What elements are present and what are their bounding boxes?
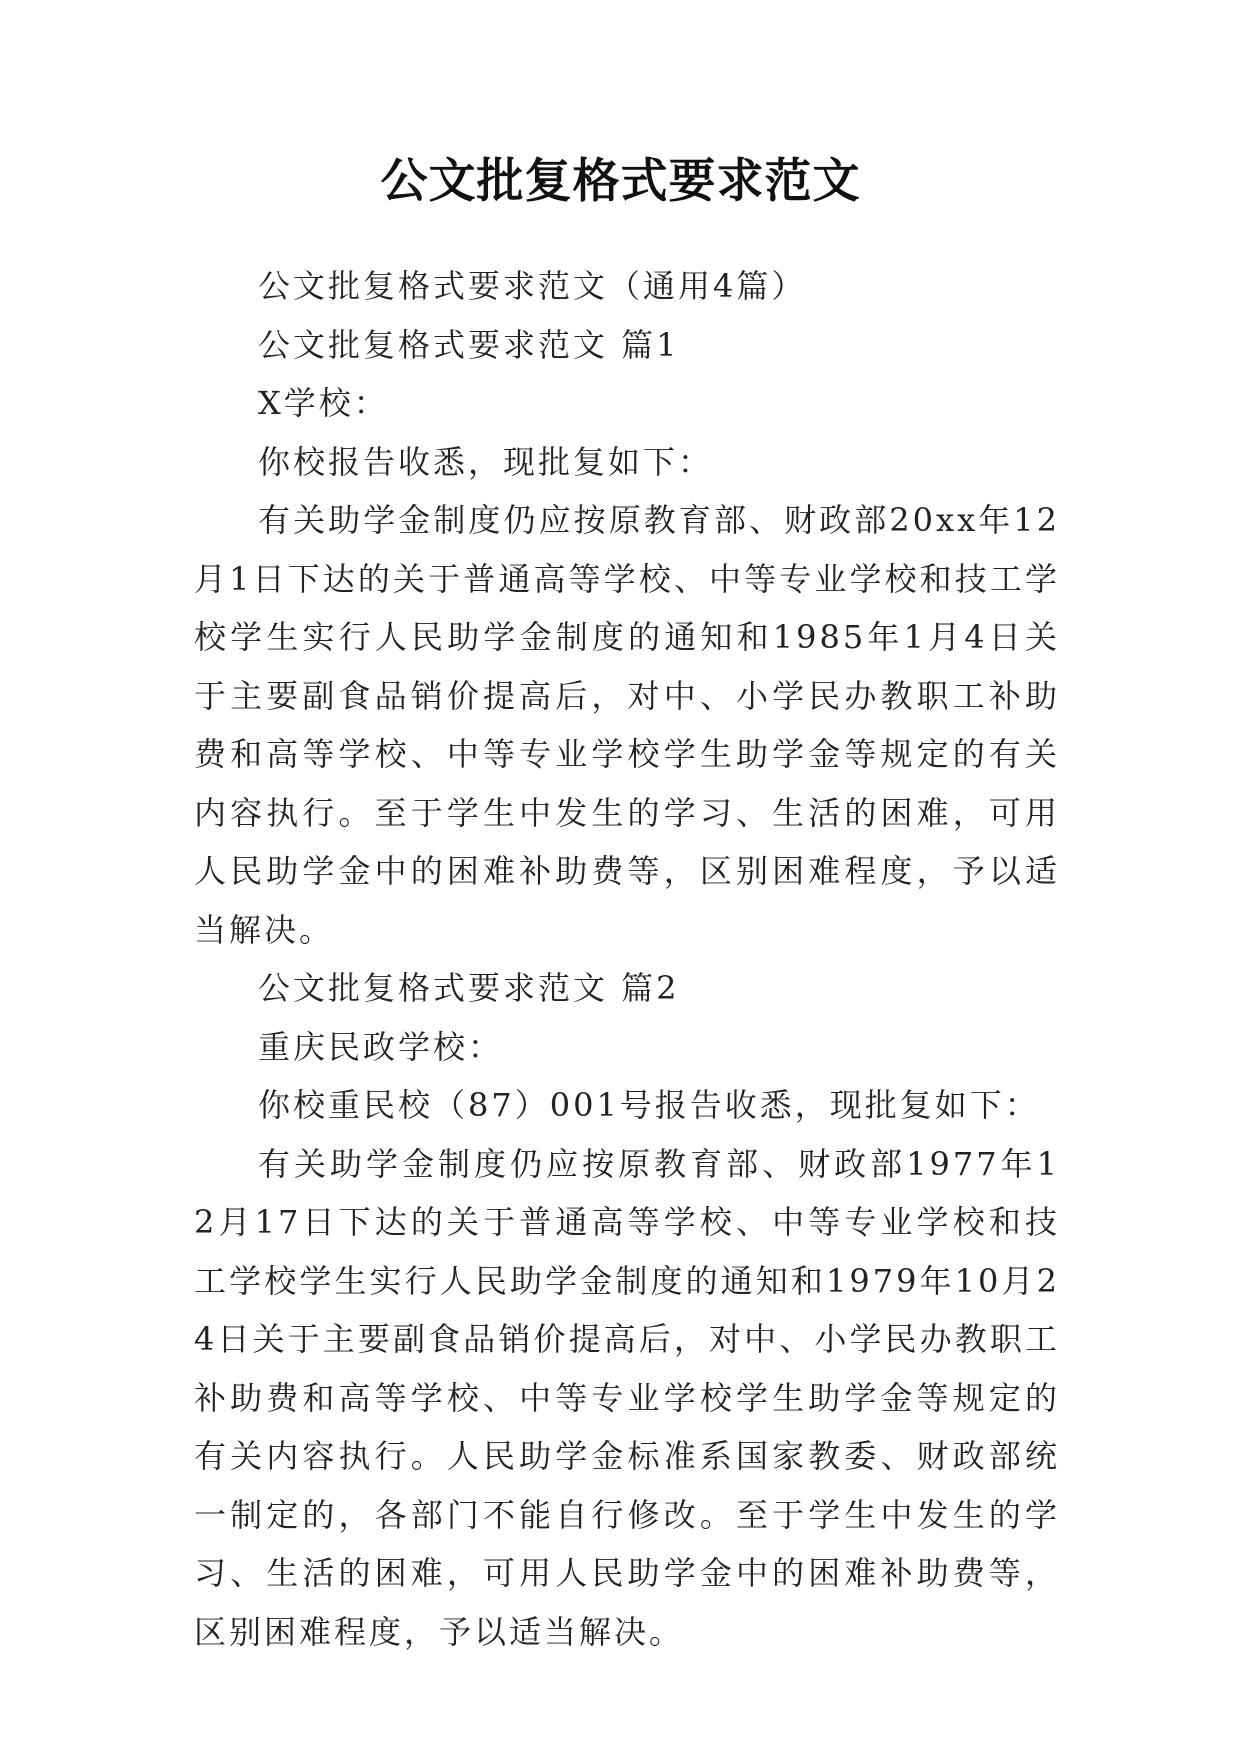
document-body <box>194 257 1060 1661</box>
body-paragraph-2: 有关助学金制度仍应按原教育部、财政部1977年12月17日下达的关于普通高等学校、中等专业学校和技工学校学生实行人民助学金制度的通知和1979年10月24日关于主要副食品销价提高后，对中、小学民办教职工补助费和高等学校、中等专业学校学生助学金等规定的有关内容执行。人民助学金标准系国家教委、财政部统一制定的，各部门不能自行修改。至于学生中发生的学习、生活的困难，可用人民助学金中的困难补助费等，区别困难程度，予以适当解决。 <box>194 1144 1060 1651</box>
opening-line-2: 你校重民校（87）001号报告收悉，现批复如下： <box>258 1086 1040 1124</box>
addressee-2: 重庆民政学校： <box>258 1027 504 1066</box>
body-paragraph-1: 有关助学金制度仍应按原教育部、财政部20xx年12月1日下达的关于普通高等学校、中等专业学校和技工学校学生实行人民助学金制度的通知和1985年1月4日关于主要副食品销价提高后，对中、小学民办教职工补助费和高等学校、中等专业学校学生助学金等规定的有关内容执行。至于学生中发生的学习、生活的困难，可用人民助学金中的困难补助费等，区别困难程度，予以适当解决。 <box>194 501 1060 949</box>
addressee-1: X学校： <box>258 384 389 422</box>
section-heading-2: 公文批复格式要求范文 篇2 <box>258 969 680 1007</box>
opening-line-1: 你校报告收悉，现批复如下： <box>258 442 714 481</box>
section-heading-1: 公文批复格式要求范文 篇1 <box>258 325 680 364</box>
document-title: 公文批复格式要求范文 <box>380 154 861 209</box>
collection-heading: 公文批复格式要求范文（通用4篇） <box>258 267 807 305</box>
